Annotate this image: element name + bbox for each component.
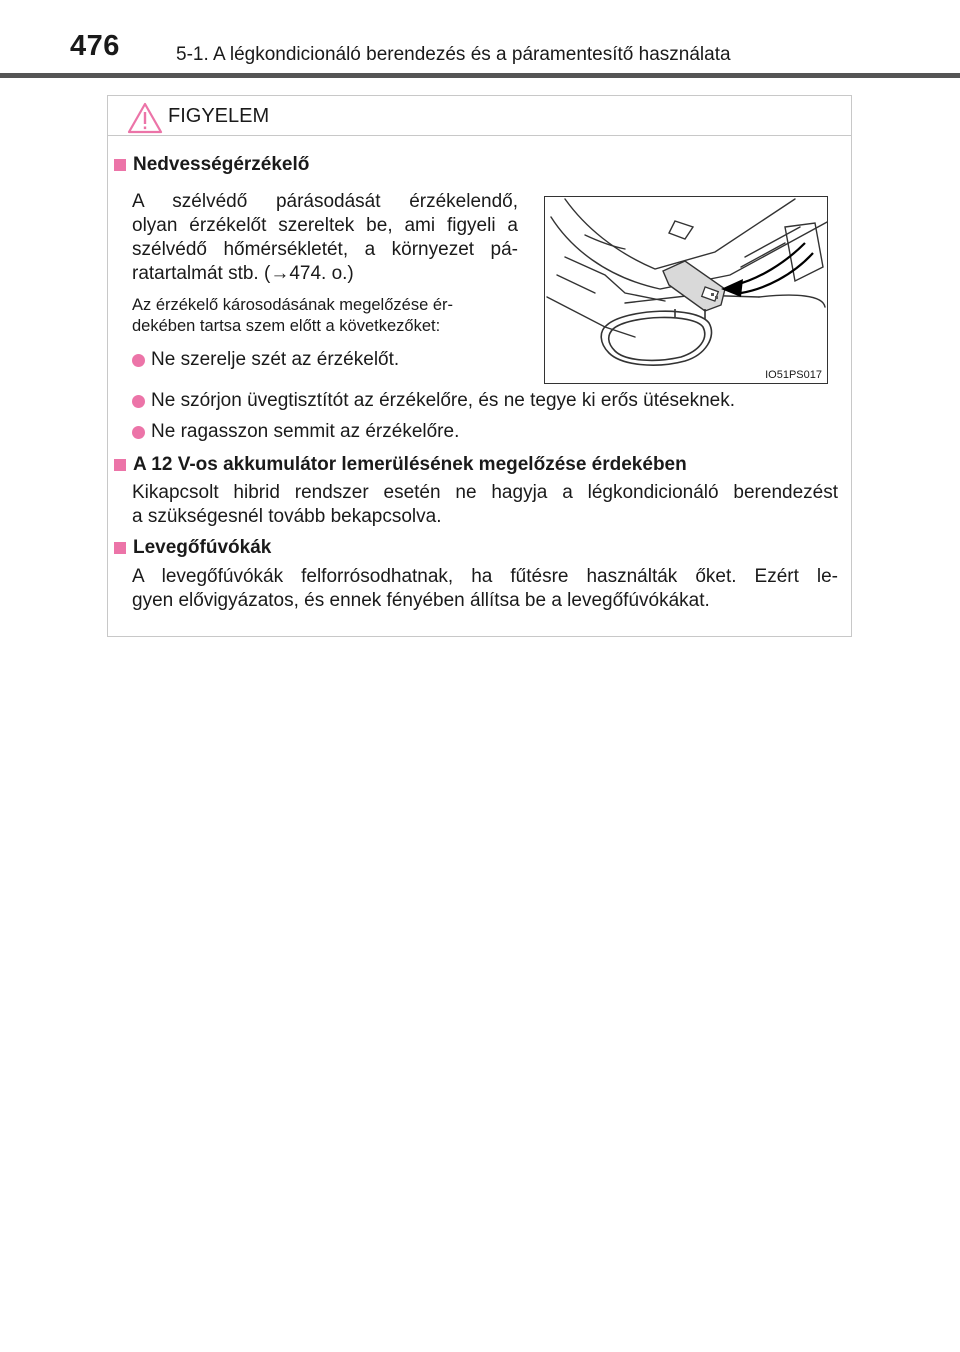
warning-header: [108, 96, 851, 136]
note-line: dekében tartsa szem előtt a következőket:: [132, 317, 441, 335]
bullet-text: Ne szerelje szét az érzékelőt.: [151, 349, 400, 370]
figure-code: IO51PS017: [765, 369, 822, 381]
section-heading-air-vents: [114, 537, 271, 559]
page-header: [0, 0, 960, 78]
humidity-sensor-paragraph: [132, 190, 518, 286]
sensor-note: [132, 295, 532, 337]
paragraph-line: gyen elővigyázatos, és ennek fényében állítsa be a levegőfúvókákat.: [132, 590, 710, 611]
sensor-illustration: [544, 196, 828, 384]
round-bullet-icon: [132, 354, 145, 367]
battery-paragraph: [132, 481, 838, 529]
paragraph-line: A szélvédő párásodását érzékelendő,: [132, 191, 518, 212]
round-bullet-icon: [132, 426, 145, 439]
warning-triangle-icon: [127, 102, 163, 134]
heading-text: A 12 V-os akkumulátor lemerülésének megelőzése érdekében: [133, 454, 687, 475]
section-heading-humidity-sensor: [114, 154, 309, 176]
page-number: 476: [70, 30, 120, 62]
note-line: Az érzékelő károsodásának megelőzése ér-: [132, 296, 454, 314]
bullet-item: [132, 390, 735, 412]
square-bullet-icon: [114, 542, 126, 554]
air-vents-paragraph: [132, 565, 838, 613]
warning-label: FIGYELEM: [168, 105, 270, 127]
paragraph-line: ratartalmát stb. (→474. o.): [132, 263, 354, 284]
paragraph-line: A levegőfúvókák felforrósodhatnak, ha fűtésre használták őket. Ezért le-: [132, 566, 838, 587]
bullet-item: [132, 349, 399, 371]
paragraph-line: Kikapcsolt hibrid rendszer esetén ne hagyja a légkondicionáló berendezést: [132, 482, 838, 503]
bullet-item: [132, 421, 459, 443]
paragraph-line: olyan érzékelőt szereltek be, ami figyeli a: [132, 215, 518, 236]
square-bullet-icon: [114, 159, 126, 171]
paragraph-line: szélvédő hőmérsékletét, a környezet pá-: [132, 239, 518, 260]
square-bullet-icon: [114, 459, 126, 471]
round-bullet-icon: [132, 395, 145, 408]
bullet-text: Ne ragasszon semmit az érzékelőre.: [151, 421, 460, 442]
heading-text: Levegőfúvókák: [133, 537, 272, 558]
warning-box: [107, 95, 852, 637]
header-rule: [0, 73, 960, 78]
section-title: 5-1. A légkondicionáló berendezés és a páramentesítő használata: [176, 44, 731, 65]
section-heading-battery: [114, 454, 687, 476]
heading-text: Nedvességérzékelő: [133, 154, 310, 175]
mirror-sensor-drawing: [545, 197, 828, 384]
bullet-text: Ne szórjon üvegtisztítót az érzékelőre, és ne tegye ki erős ütéseknek.: [151, 390, 736, 411]
paragraph-line: a szükségesnél tovább bekapcsolva.: [132, 506, 442, 527]
